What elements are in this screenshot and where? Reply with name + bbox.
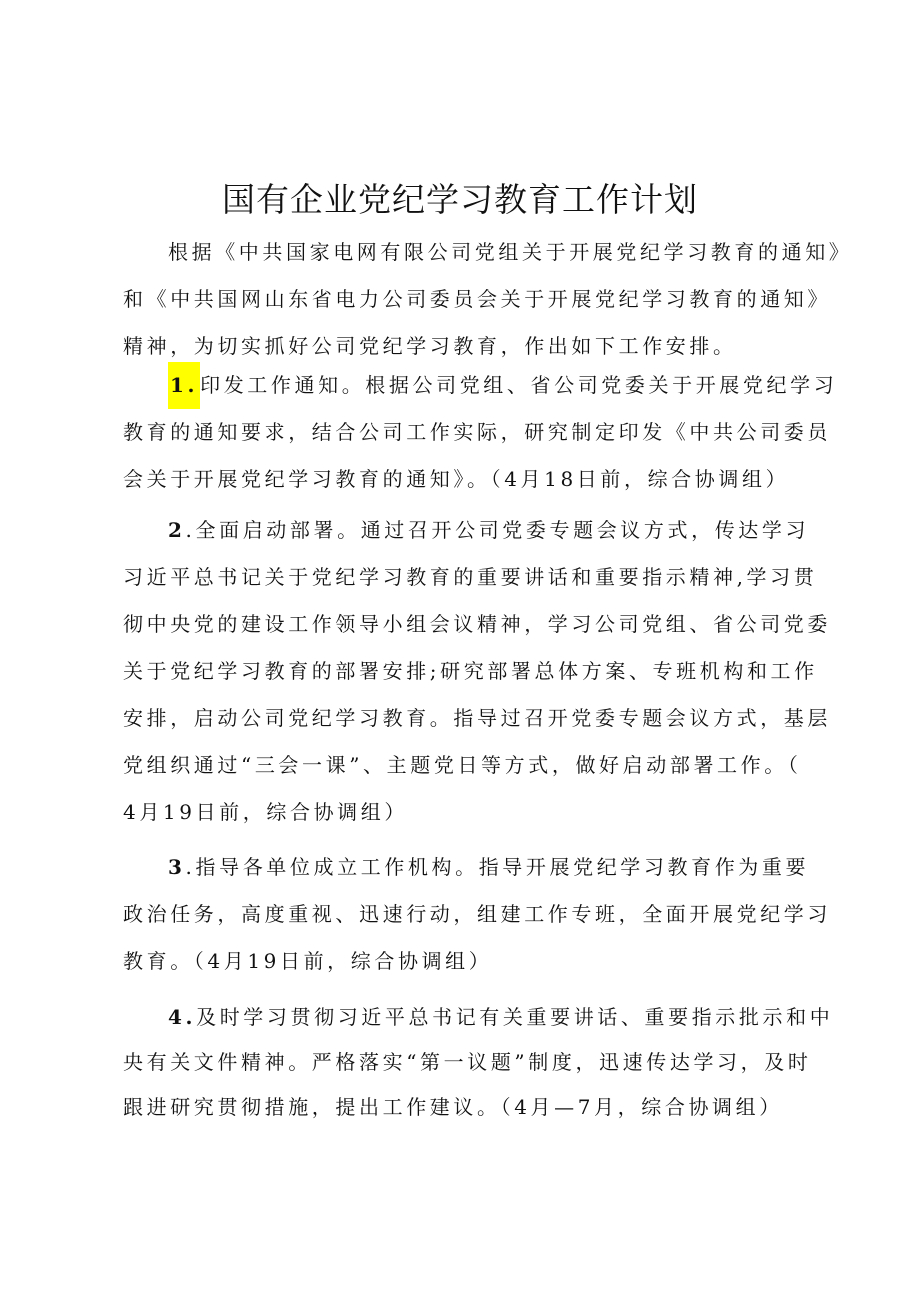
item-1-paragraph bbox=[123, 362, 838, 503]
item-4-text: 及时学习贯彻习近平总书记有关重要讲话、重要指示批示和中 bbox=[196, 1005, 834, 1029]
item-4-number: 4. bbox=[168, 1005, 197, 1029]
item-3-paragraph bbox=[123, 844, 831, 985]
item-3-line: 教育。（4月19日前，综合协调组） bbox=[123, 949, 493, 973]
item-1-first-line bbox=[123, 362, 838, 409]
item-4-line: 央有关文件精神。严格落实“第一议题”制度，迅速传达学习，及时 bbox=[123, 1050, 812, 1074]
item-4-paragraph bbox=[123, 995, 834, 1130]
intro-line: 根据《中共国家电网有限公司党组关于开展党纪学习教育的通知》 bbox=[168, 240, 853, 264]
intro-line: 和《中共国网山东省电力公司委员会关于开展党纪学习教育的通知》 bbox=[123, 287, 831, 311]
item-3-line: 政治任务，高度重视、迅速行动，组建工作专班，全面开展党纪学习 bbox=[123, 902, 831, 926]
intro-line: 精神，为切实抓好公司党纪学习教育，作出如下工作安排。 bbox=[123, 334, 737, 358]
item-2-paragraph bbox=[123, 507, 831, 836]
item-2-line: 关于党纪学习教育的部署安排;研究部署总体方案、专班机构和工作 bbox=[123, 659, 818, 683]
item-1-text: 印发工作通知。根据公司党组、省公司党委关于开展党纪学习 bbox=[200, 373, 838, 397]
intro-paragraph bbox=[123, 229, 853, 370]
item-2-text: .全面启动部署。通过召开公司党委专题会议方式，传达学习 bbox=[185, 518, 810, 542]
item-2-line: 安排，启动公司党纪学习教育。指导过召开党委专题会议方式，基层 bbox=[123, 706, 831, 730]
item-3-text: .指导各单位成立工作机构。指导开展党纪学习教育作为重要 bbox=[185, 855, 810, 879]
item-2-line: 彻中央党的建设工作领导小组会议精神，学习公司党组、省公司党委 bbox=[123, 612, 831, 636]
document-title: 国有企业党纪学习教育工作计划 bbox=[222, 180, 698, 219]
item-3-first-line bbox=[123, 844, 823, 891]
item-1-line: 教育的通知要求，结合公司工作实际，研究制定印发《中共公司委员 bbox=[123, 420, 831, 444]
item-1-number: 1. bbox=[168, 362, 200, 409]
item-3-number: 3 bbox=[168, 855, 186, 879]
item-2-line: 党组织通过“三会一课”、主题党日等方式，做好启动部署工作。（ bbox=[123, 753, 802, 777]
item-2-line: 4月19日前，综合协调组） bbox=[123, 800, 408, 824]
item-2-number: 2 bbox=[168, 518, 186, 542]
item-1-line: 会关于开展党纪学习教育的通知》。（4月18日前，综合协调组） bbox=[123, 467, 790, 491]
item-4-first-line bbox=[123, 995, 834, 1040]
item-2-line: 习近平总书记关于党纪学习教育的重要讲话和重要指示精神,学习贯 bbox=[123, 565, 818, 589]
item-2-first-line bbox=[123, 507, 823, 554]
item-4-line: 跟进研究贯彻措施，提出工作建议。（4月—7月，综合协调组） bbox=[123, 1095, 783, 1119]
